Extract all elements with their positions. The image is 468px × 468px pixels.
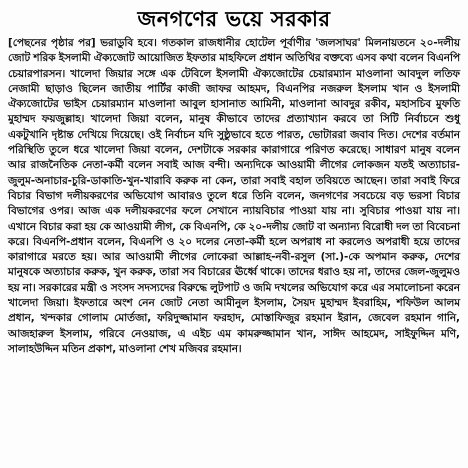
article-headline: জনগণের ভয়ে সরকার xyxy=(137,7,331,31)
article-text: ভরাডুবি হবে। গতকাল রাজধানীর হোটেল পূর্বাণীর 'জলসাঘর' মিলনায়তনে ২০-দলীয় জোট শরিক ইসলামী ঐক্যজোট আয়োজিত ইফতার মাহফিলে প্রধান অতিথির বক্তব্যে এসব কথা বলেন বিএনপি চেয়ারপারসন। খালেদা জিয়ার সঙ্গে এক টেবিলে ইসলামী ঐক্যজোটের চেয়ারম্যান মাওলানা আবদুল লতিফ নেজামী ছাড়াও ছিলেন জাতীয় পার্টির কাজী জাফর আহমদ, বিএনপির নজরুল ইসলাম খান ও ইসলামী ঐক্যজোটের ভাইস চেয়ারম্যান মাওলানা আবুল হাসানাত আমিনী, মাওলানা আবদুর রকীব, মহাসচিব মুফতি মুহাম্মদ ফয়জুল্লাহ। খালেদা জিয়া বলেন, মানুষ কীভাবে তাদের প্রত্যাখ্যান করবে তা সিটি নির্বাচনে শুধু একটুখানি দৃষ্টান্ত দেখিয়ে দিয়েছে। ওই নির্বাচন যদি সুষ্ঠুভাবে হতে পারত, ভোটাররা জবাব দিত। দেশের বর্তমান পরিস্থিতি তুলে ধরে খালেদা জিয়া বলেন, দেশটাকে সরকার কারাগারে পরিণত করেছে। সাধারণ মানুষ বলেন আর রাজনৈতিক নেতা-কর্মী বলেন সবাই আজ বন্দী। অন্যদিকে আওয়ামী লীগের লোকজন যতই অত্যাচার-জুলুম-অনাচার-চুরি-ডাকাতি-খুন-খারাবি করুক না কেন, তারা সবাই বহাল তবিয়তে আছেন। তারা সবাই ফিরে বিচার বিভাগ দলীয়করণের অভিযোগ আবারও তুলে ধরে তিনি বলেন, জনগণের সবচেয়ে বড় ভরসা বিচার বিভাগের ওপর। আজ এক দলীয়করণের ফলে সেখানে ন্যায়বিচার পাওয়া যায় না। সুবিচার পাওয়া যায় না। এখানে বিচার করা হয় কে আওয়ামী লীগ, কে বিএনপি, কে ২০-দলীয় জোট বা অন্যান্য বিরোধী দল তা বিবেচনা করে। বিএনপি-প্রধান বলেন, বিএনপি ও ২০ দলের নেতা-কর্মী হলে অপরাধ না করলেও অপরাধী হয়ে তাদের কারাগারে মরতে হয়। আর আওয়ামী লীগের লোকেরা আল্লাহ-নবী-রসুল (সা.)-কে অপমান করুক, দেশের মানুষকে অত্যাচার করুক, খুন করুক, তারা সব বিচারের ঊর্ধ্বে থাকে। তাদের ধরাও হয় না, তাদের জেল-জুলুমও হয় না। সরকারের মন্ত্রী ও সংসদ সদস্যদের বিরুদ্ধে লুটপাট ও জমি দখলের অভিযোগ করে এর সমালোচনা করেন খালেদা জিয়া। ইফতারে অংশ নেন জোট নেতা আমীনুল ইসলাম, সৈয়দ মুহাম্মদ ইবরাহিম, শফিউল আলম প্রধান, খন্দকার গোলাম মোর্তজা, ফরিদুজ্জামান ফরহাদ, মোস্তাফিজুর রহমান ইরান, জেবেল রহমান গানি, আজহারুল ইসলাম, গরিবে নেওয়াজ, এ এইচ এম কামরুজ্জামান খান, সাঈদ আহমেদ, সাইফুদ্দিন মণি, সালাহউদ্দিন মতিন প্রকাশ, মাওলানা শেখ মজিবর রহমান। xyxy=(8,37,460,355)
continuation-label: [পেছনের পৃষ্ঠার পর] xyxy=(8,37,96,49)
article-body xyxy=(8,36,460,357)
